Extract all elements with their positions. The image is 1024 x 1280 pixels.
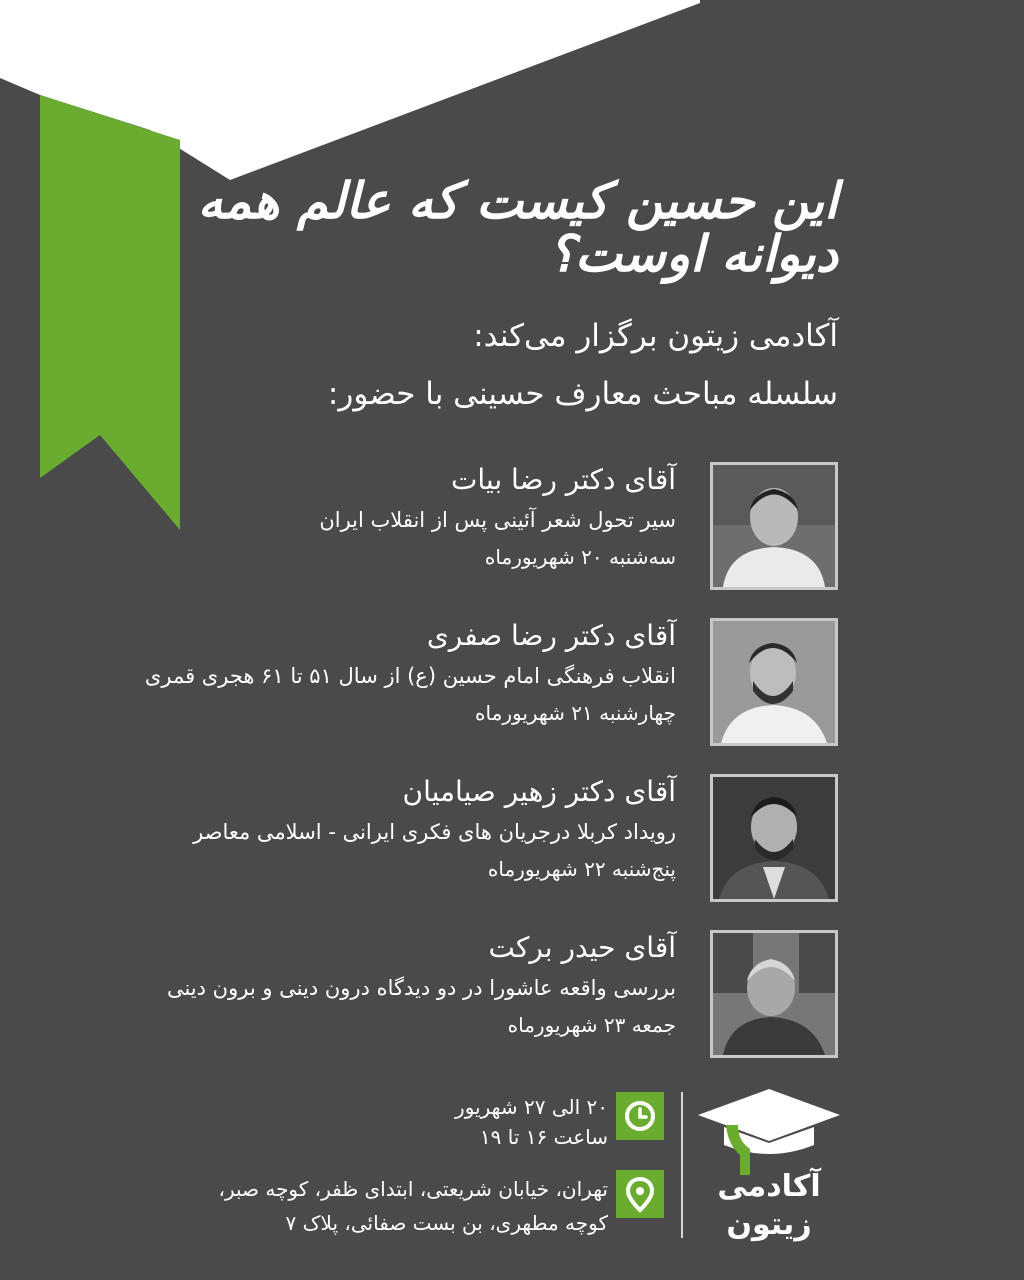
speaker-photo	[710, 930, 838, 1058]
speaker-photo	[710, 618, 838, 746]
speaker-date: پنج‌شنبه ۲۲ شهریورماه	[487, 857, 676, 881]
speaker-photo	[710, 774, 838, 902]
speaker-topic: بررسی واقعه عاشورا در دو دیدگاه درون دینی و برون دینی	[166, 976, 676, 1000]
address-line-1: تهران، خیابان شریعتی، ابتدای ظفر، کوچه صبر،	[218, 1177, 608, 1201]
speaker-card	[18, 930, 838, 1058]
address-block	[128, 1172, 608, 1240]
address-line-2: کوچه مطهری، بن بست صفائی، پلاک ۷	[285, 1211, 608, 1235]
location-pin-icon	[616, 1170, 664, 1218]
intro-organizer: آکادمی زیتون برگزار می‌کند:	[473, 318, 838, 354]
schedule-block	[208, 1092, 608, 1152]
speaker-name: آقای دکتر رضا صفری	[426, 619, 676, 652]
speaker-topic: انقلاب فرهنگی امام حسین (ع) از سال ۵۱ تا ۶۱ هجری قمری	[144, 664, 676, 688]
speaker-date: چهارشنبه ۲۱ شهریورماه	[475, 701, 676, 725]
speaker-date: سه‌شنبه ۲۰ شهریورماه	[484, 545, 676, 569]
schedule-hours: ساعت ۱۶ تا ۱۹	[479, 1125, 608, 1149]
schedule-dates: ۲۰ الی ۲۷ شهریور	[455, 1095, 608, 1119]
speaker-date: جمعه ۲۳ شهریورماه	[507, 1013, 676, 1037]
logo-text-zeytoon: زیتون	[726, 1207, 812, 1242]
graduation-cap-icon	[694, 1085, 844, 1175]
speaker-card	[18, 618, 838, 746]
intro-series: سلسله مباحث معارف حسینی با حضور:	[327, 376, 838, 412]
speaker-name: آقای دکتر رضا بیات	[451, 463, 676, 496]
logo-text-academy: آکادمی	[717, 1169, 821, 1204]
headline-calligraphy: این حسین کیست که عالم همه دیوانه اوست؟	[197, 171, 838, 283]
speaker-name: آقای دکتر زهیر صیامیان	[402, 775, 676, 808]
clock-icon	[616, 1092, 664, 1140]
speaker-topic: سیر تحول شعر آئینی پس از انقلاب ایران	[319, 508, 676, 532]
speaker-photo	[710, 462, 838, 590]
speaker-card	[18, 774, 838, 902]
speaker-card	[18, 462, 838, 590]
speaker-topic: رویداد کربلا درجریان های فکری ایرانی - اسلامی معاصر	[193, 820, 676, 844]
speaker-name: آقای حیدر برکت	[488, 931, 676, 964]
vertical-divider	[681, 1092, 683, 1238]
academy-logo	[694, 1085, 844, 1255]
